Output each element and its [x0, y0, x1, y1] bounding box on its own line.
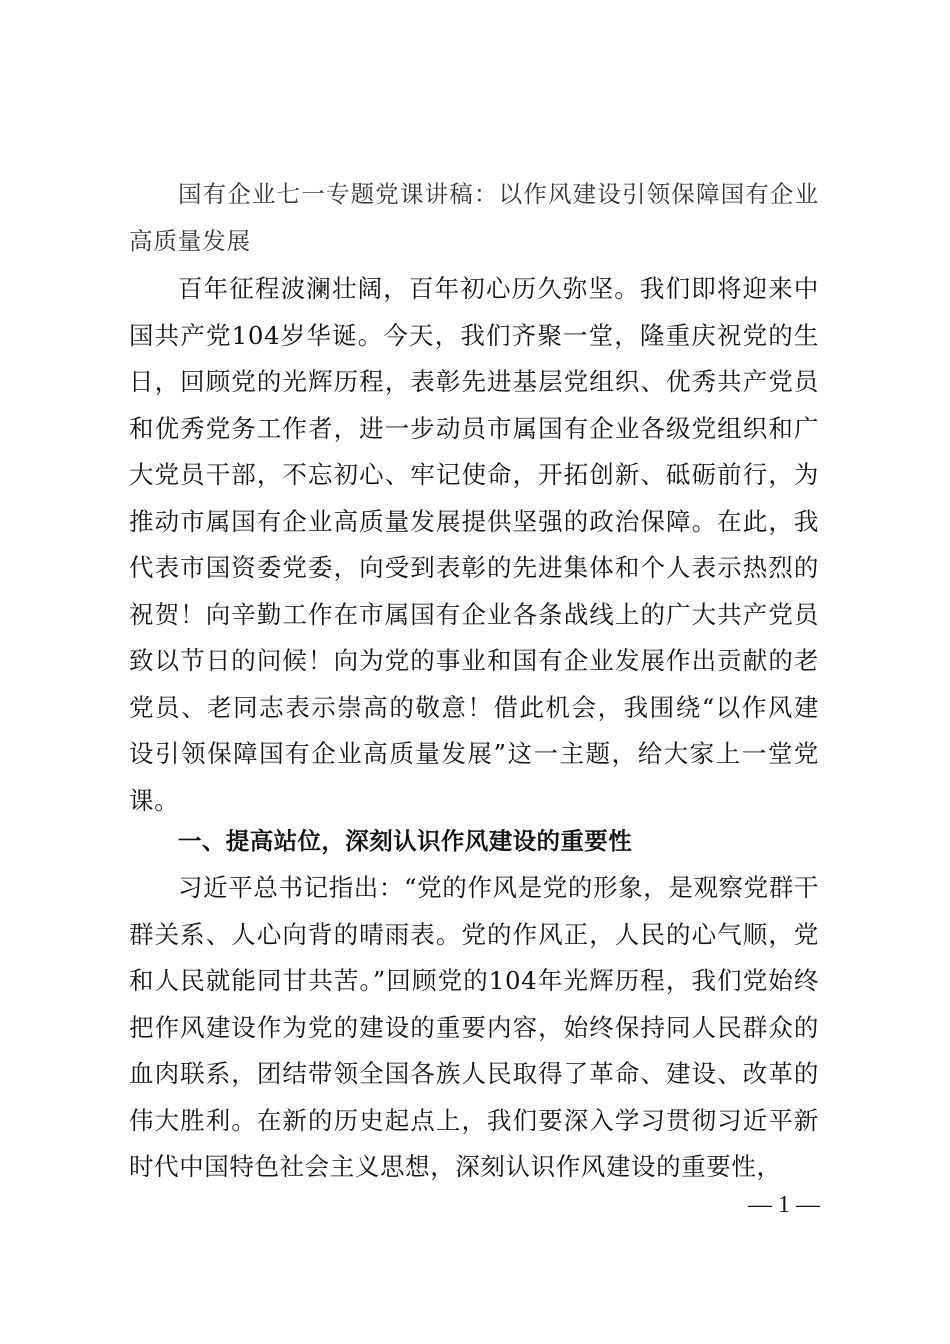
- page-number: — 1 —: [748, 1192, 820, 1218]
- intro-paragraph: 百年征程波澜壮阔，百年初心历久弥坚。我们即将迎来中国共产党104岁华诞。今天，我们齐聚一堂，隆重庆祝党的生日，回顾党的光辉历程，表彰先进基层党组织、优秀共产党员和优秀党务工作者，进一步动员市属国有企业各级党组织和广大党员干部，不忘初心、牢记使命，开拓创新、砥砺前行，为推动市属国有企业高质量发展提供坚强的政治保障。在此，我代表市国资委党委，向受到表彰的先进集体和个人表示热烈的祝贺！向辛勤工作在市属国有企业各条战线上的广大共产党员致以节日的问候！向为党的事业和国有企业发展作出贡献的老党员、老同志表示崇高的敬意！借此机会，我围绕“以作风建设引领保障国有企业高质量发展”这一主题，给大家上一堂党课。: [129, 274, 819, 815]
- section-heading: 一、提高站位，深刻认识作风建设的重要性: [178, 827, 633, 855]
- section-paragraph: 习近平总书记指出：“党的作风是党的形象，是观察党群干群关系、人心向背的晴雨表。党的作风正，人民的心气顺，党和人民就能同甘共苦。”回顾党的104年光辉历程，我们党始终把作风建设作为党的建设的重要内容，始终保持同人民群众的血肉联系，团结带领全国各族人民取得了革命、建设、改革的伟大胜利。在新的历史起点上，我们要深入学习贯彻习近平新时代中国特色社会主义思想，深刻认识作风建设的重要性，: [129, 873, 819, 1181]
- document-title: 国有企业七一专题党课讲稿：以作风建设引领保障国有企业高质量发展: [129, 180, 819, 255]
